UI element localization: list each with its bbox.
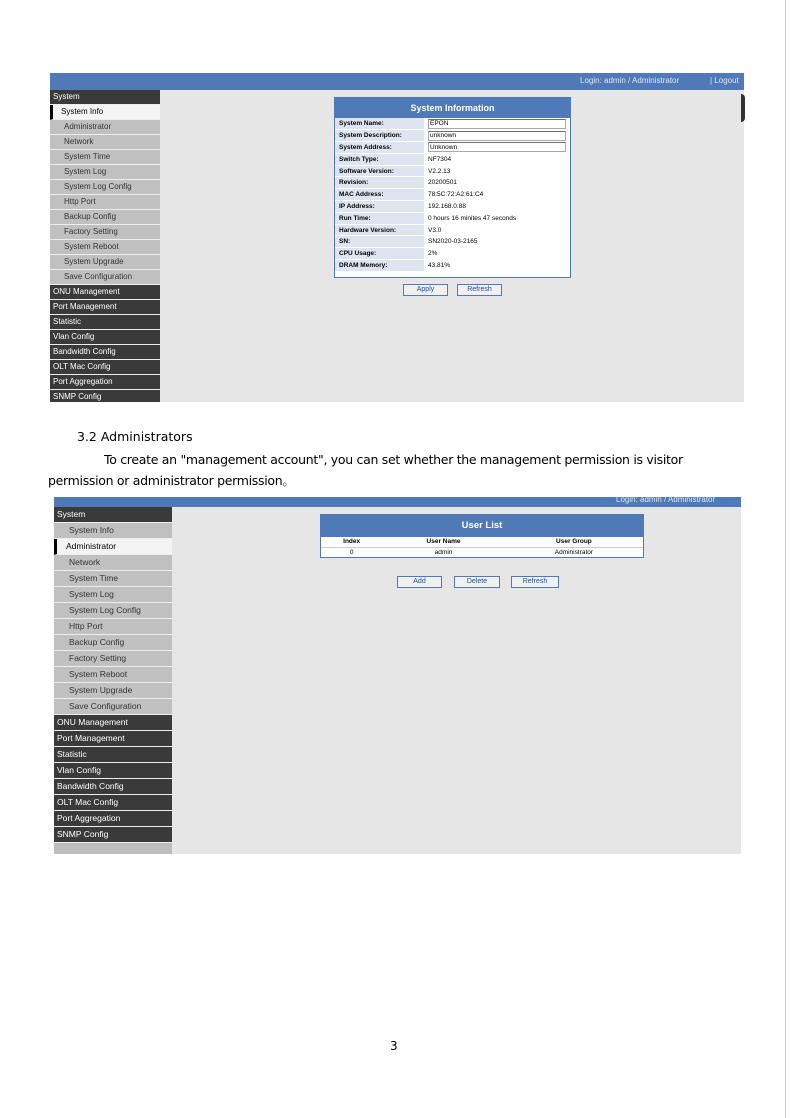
sidebar-item-olt-mac-config[interactable]: OLT Mac Config bbox=[50, 360, 160, 375]
top-bar bbox=[50, 73, 744, 90]
system-info-table bbox=[335, 118, 570, 272]
sidebar-item-statistic[interactable]: Statistic bbox=[50, 315, 160, 330]
info-value: SN2020-03-2165 bbox=[424, 236, 570, 248]
sidebar-item-onu-management[interactable]: ONU Management bbox=[54, 715, 172, 731]
table-cell: admin bbox=[382, 547, 505, 557]
delete-button[interactable]: Delete bbox=[454, 576, 500, 588]
info-row bbox=[335, 165, 570, 177]
info-value: V3.0 bbox=[424, 224, 570, 236]
info-key: Revision: bbox=[335, 177, 424, 189]
sidebar-item-system-time[interactable]: System Time bbox=[50, 150, 160, 165]
info-row bbox=[335, 236, 570, 248]
refresh-button[interactable]: Refresh bbox=[457, 284, 502, 296]
sidebar-item-system[interactable]: System bbox=[50, 90, 160, 105]
user-list-table bbox=[321, 537, 643, 557]
info-key: Software Version: bbox=[335, 165, 424, 177]
info-key: Run Time: bbox=[335, 212, 424, 224]
sidebar-item-system-upgrade[interactable]: System Upgrade bbox=[54, 683, 172, 699]
refresh-button[interactable]: Refresh bbox=[511, 576, 559, 588]
sidebar-item-network[interactable]: Network bbox=[50, 135, 160, 150]
info-value: 20200501 bbox=[424, 177, 570, 189]
info-value-cell bbox=[424, 130, 570, 142]
column-header-user-group: User Group bbox=[505, 537, 643, 547]
info-row bbox=[335, 130, 570, 142]
sidebar-item-system-info[interactable]: System Info bbox=[54, 523, 172, 539]
logout-link[interactable]: | Logout bbox=[710, 76, 739, 85]
panel-title: User List bbox=[321, 515, 643, 537]
sidebar-item-administrator[interactable]: Administrator bbox=[50, 120, 160, 135]
sidebar-item-system-info[interactable]: System Info bbox=[50, 105, 160, 120]
info-row bbox=[335, 142, 570, 154]
sidebar-item-port-aggregation[interactable]: Port Aggregation bbox=[50, 375, 160, 390]
section-paragraph: To create an "management account", you can set whether the management permission is visitor permission or administrator permission。 bbox=[48, 452, 683, 488]
sidebar-item-http-port[interactable]: Http Port bbox=[50, 195, 160, 210]
sidebar-item-snmp-config[interactable]: SNMP Config bbox=[50, 390, 160, 402]
info-value: V2.2.13 bbox=[424, 165, 570, 177]
sidebar-item-system-reboot[interactable]: System Reboot bbox=[54, 667, 172, 683]
sidebar-item-bandwidth-config[interactable]: Bandwidth Config bbox=[54, 779, 172, 795]
sidebar-item-bandwidth-config[interactable]: Bandwidth Config bbox=[50, 345, 160, 360]
info-key: SN: bbox=[335, 236, 424, 248]
info-value: 78:5C:72:A2:61:C4 bbox=[424, 189, 570, 201]
sidebar-item-system-reboot[interactable]: System Reboot bbox=[50, 240, 160, 255]
sidebar-item-network[interactable]: Network bbox=[54, 555, 172, 571]
sidebar-nav bbox=[50, 90, 160, 402]
info-key: DRAM Memory: bbox=[335, 260, 424, 272]
sidebar-item-statistic[interactable]: Statistic bbox=[54, 747, 172, 763]
sidebar-item-backup-config[interactable]: Backup Config bbox=[54, 635, 172, 651]
info-row bbox=[335, 224, 570, 236]
sidebar-item-system[interactable]: System bbox=[54, 507, 172, 523]
info-key: CPU Usage: bbox=[335, 248, 424, 260]
info-row bbox=[335, 201, 570, 213]
table-cell: Administrator bbox=[505, 547, 643, 557]
table-header-row bbox=[321, 537, 643, 547]
info-key: System Name: bbox=[335, 118, 424, 130]
system-description-input[interactable] bbox=[428, 131, 566, 141]
sidebar-item-system-log-config[interactable]: System Log Config bbox=[54, 603, 172, 619]
page-number: 3 bbox=[390, 1039, 398, 1053]
administrator-screenshot bbox=[54, 497, 741, 854]
column-header-index: Index bbox=[321, 537, 382, 547]
sidebar-item-system-upgrade[interactable]: System Upgrade bbox=[50, 255, 160, 270]
system-name-input[interactable] bbox=[428, 119, 566, 129]
table-row[interactable] bbox=[321, 547, 643, 557]
info-row bbox=[335, 248, 570, 260]
info-row bbox=[335, 153, 570, 165]
user-list-panel bbox=[320, 514, 644, 558]
info-key: MAC Address: bbox=[335, 189, 424, 201]
page-edge bbox=[785, 0, 786, 1118]
add-button[interactable]: Add bbox=[397, 576, 442, 588]
sidebar-item-snmp-config[interactable]: SNMP Config bbox=[54, 827, 172, 843]
info-key: System Description: bbox=[335, 130, 424, 142]
sidebar-item-system-log[interactable]: System Log bbox=[54, 587, 172, 603]
table-cell: 0 bbox=[321, 547, 382, 557]
sidebar-item-onu-management[interactable]: ONU Management bbox=[50, 285, 160, 300]
sidebar-item-backup-config[interactable]: Backup Config bbox=[50, 210, 160, 225]
system-information-panel bbox=[334, 97, 571, 278]
info-value: NF7304 bbox=[424, 153, 570, 165]
info-row bbox=[335, 118, 570, 130]
sidebar-item-factory-setting[interactable]: Factory Setting bbox=[50, 225, 160, 240]
sidebar-item-save-configuration[interactable]: Save Configuration bbox=[54, 699, 172, 715]
sidebar-item-vlan-config[interactable]: Vlan Config bbox=[50, 330, 160, 345]
info-value-cell bbox=[424, 142, 570, 154]
info-value: 43.81% bbox=[424, 260, 570, 272]
login-status: Login: admin / Administrator bbox=[580, 76, 680, 85]
sidebar-nav bbox=[54, 507, 172, 854]
sidebar-item-factory-setting[interactable]: Factory Setting bbox=[54, 651, 172, 667]
info-key: IP Address: bbox=[335, 201, 424, 213]
apply-button[interactable]: Apply bbox=[403, 284, 448, 296]
top-bar bbox=[54, 497, 741, 507]
sidebar-item-port-management[interactable]: Port Management bbox=[54, 731, 172, 747]
sidebar-item-port-aggregation[interactable]: Port Aggregation bbox=[54, 811, 172, 827]
sidebar-item-olt-mac-config[interactable]: OLT Mac Config bbox=[54, 795, 172, 811]
column-header-user-name: User Name bbox=[382, 537, 505, 547]
system-address-input[interactable] bbox=[428, 142, 566, 152]
system-info-screenshot bbox=[50, 73, 744, 402]
section-heading: 3.2 Administrators bbox=[77, 429, 193, 444]
info-row bbox=[335, 260, 570, 272]
sidebar-item-save-configuration[interactable]: Save Configuration bbox=[50, 270, 160, 285]
sidebar-item-system-log[interactable]: System Log bbox=[50, 165, 160, 180]
sidebar-item-port-management[interactable]: Port Management bbox=[50, 300, 160, 315]
login-status: Login: admin / Administrator bbox=[616, 497, 716, 504]
info-row bbox=[335, 177, 570, 189]
sidebar-item-administrator[interactable]: Administrator bbox=[54, 539, 172, 555]
sidebar-item-vlan-config[interactable]: Vlan Config bbox=[54, 763, 172, 779]
sidebar-item-http-port[interactable]: Http Port bbox=[54, 619, 172, 635]
sidebar-item-system-log-config[interactable]: System Log Config bbox=[50, 180, 160, 195]
info-value: 2% bbox=[424, 248, 570, 260]
info-row bbox=[335, 212, 570, 224]
info-key: Hardware Version: bbox=[335, 224, 424, 236]
info-key: Switch Type: bbox=[335, 153, 424, 165]
info-row bbox=[335, 189, 570, 201]
info-value: 192.168.0.88 bbox=[424, 201, 570, 213]
info-key: System Address: bbox=[335, 142, 424, 154]
info-value-cell bbox=[424, 118, 570, 130]
sidebar-item-system-time[interactable]: System Time bbox=[54, 571, 172, 587]
panel-title: System Information bbox=[335, 98, 570, 118]
decorative-mark bbox=[741, 94, 745, 122]
info-value: 0 hours 16 minites 47 seconds bbox=[424, 212, 570, 224]
